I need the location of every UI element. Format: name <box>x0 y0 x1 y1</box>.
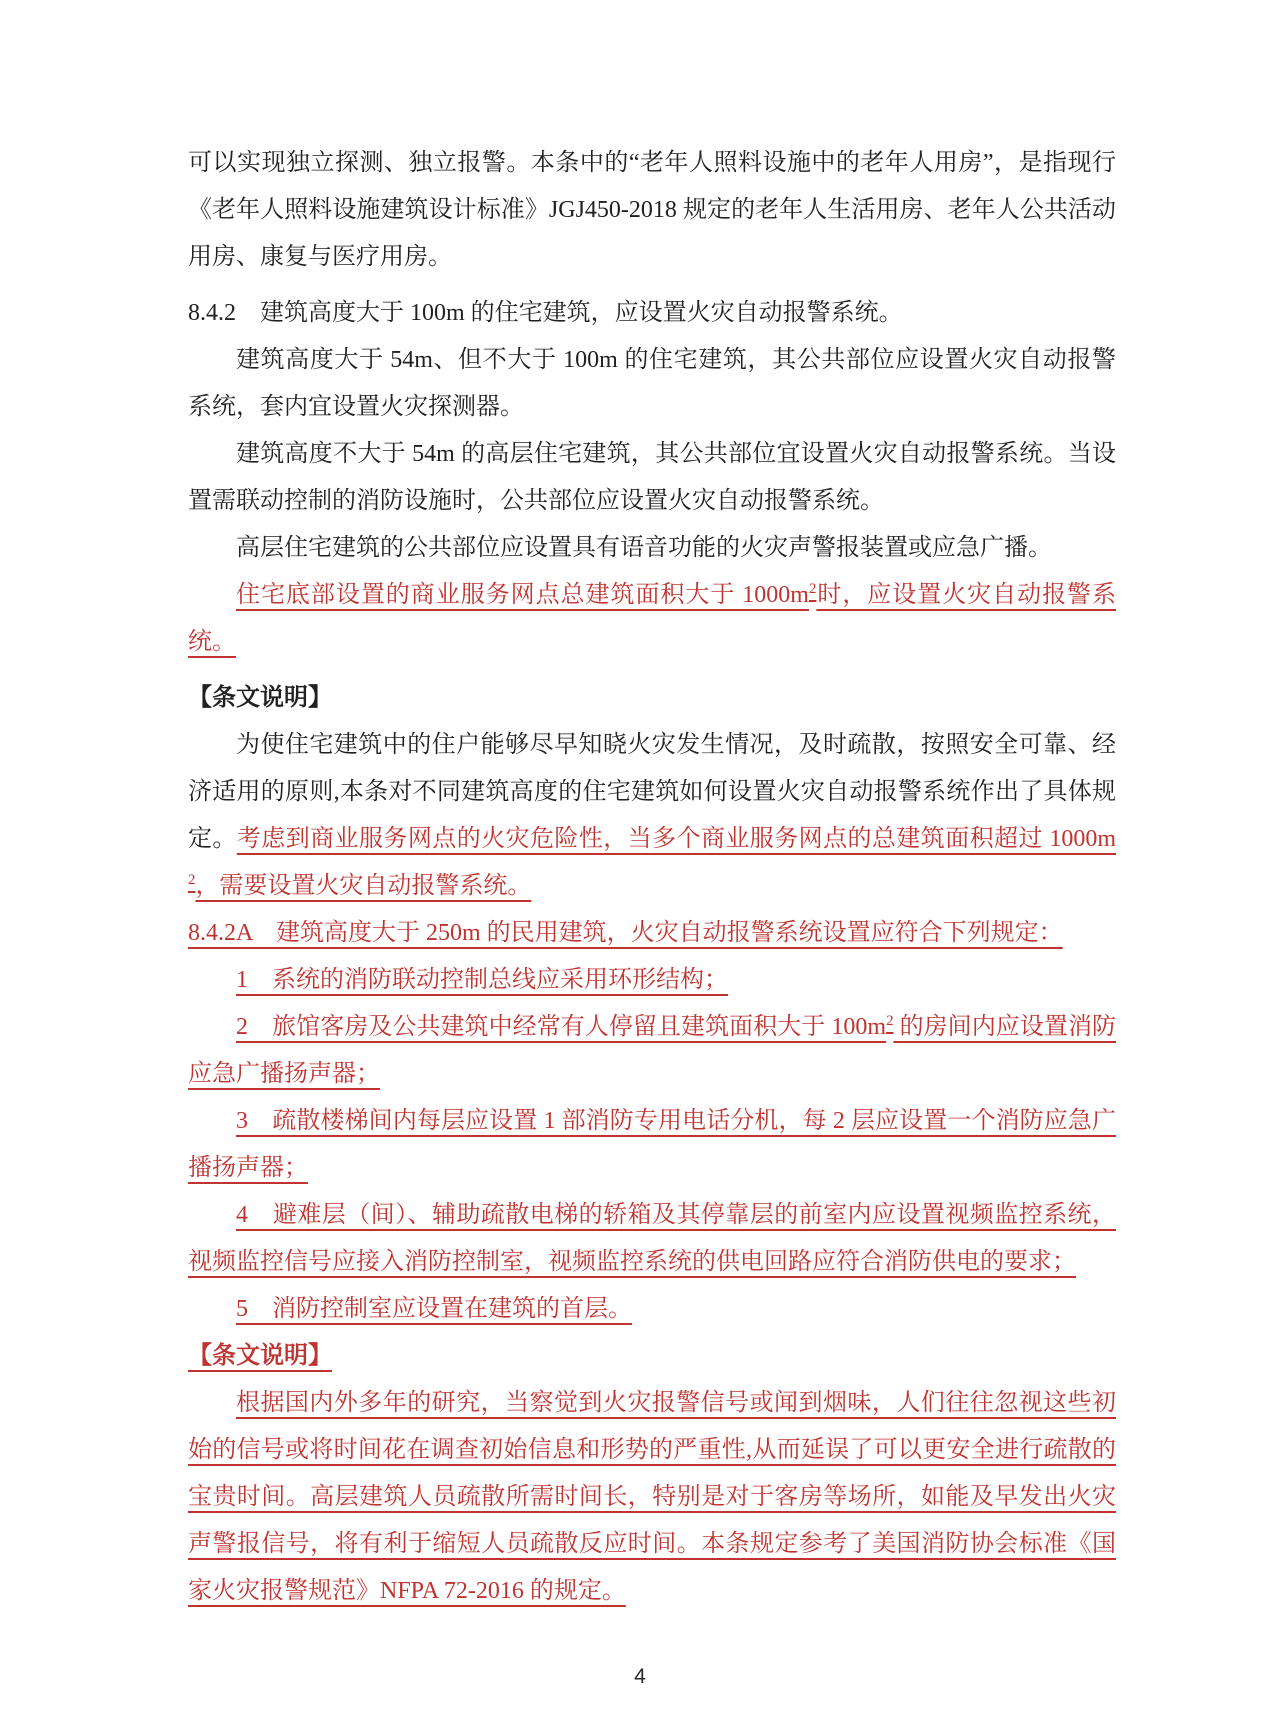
revision-text-run: 4 避难层（间）、辅助疏散电梯的轿箱及其停靠层的前室内应设置视频监控系统，视频监控信号应接入消防控制室，视频监控系统的供电回路应符合消防供电的要求； <box>188 1202 1116 1275</box>
para-revision-commercial-outlets <box>188 572 1116 666</box>
clause-8-4-2 <box>188 290 1116 337</box>
revision-text-run: 2 <box>188 872 196 888</box>
para-voice-alarm <box>188 525 1116 572</box>
list-item-1 <box>188 957 1116 1004</box>
para-height-under-54 <box>188 431 1116 525</box>
document-body <box>188 140 1116 1615</box>
clause-8-4-2A <box>188 910 1116 957</box>
heading-explanation-black <box>188 675 1116 722</box>
revision-text-run: 住宅底部设置的商业服务网点总建筑面积大于 1000m <box>236 582 809 608</box>
para-explanation-8-4-2 <box>188 722 1116 910</box>
text-run: 建筑高度大于 54m、但不大于 100m 的住宅建筑，其公共部位应设置火灾自动报警系统，套内宜设置火灾探测器。 <box>188 347 1116 420</box>
page-number: 4 <box>634 1665 646 1688</box>
revision-text-run: 2 <box>808 581 817 597</box>
list-item-5 <box>188 1286 1116 1333</box>
revision-text-run: 2 旅馆客房及公共建筑中经常有人停留且建筑面积大于 100m <box>236 1014 887 1040</box>
revision-text-run: 1 系统的消防联动控制总线应采用环形结构； <box>236 967 728 993</box>
revision-text-run: 根据国内外多年的研究，当察觉到火灾报警信号或闻到烟味，人们往往忽视这些初始的信号或将时间花在调查初始信息和形势的严重性,从而延误了可以更安全进行疏散的宝贵时间。高层建筑人员疏散所需时间长，特别是对于客房等场所，如能及早发出火灾声警报信号，将有利于缩短人员疏散反应时间。本条规定参考了美国消防协会标准《国家火灾报警规范》NFPA 72-2016 的规定。 <box>188 1390 1116 1604</box>
text-run: 8.4.2 建筑高度大于 100m 的住宅建筑，应设置火灾自动报警系统。 <box>188 300 903 326</box>
text-run: 建筑高度不大于 54m 的高层住宅建筑，其公共部位宜设置火灾自动报警系统。当设置需联动控制的消防设施时，公共部位应设置火灾自动报警系统。 <box>188 441 1116 514</box>
list-item-2 <box>188 1004 1116 1098</box>
para-explanation-8-4-2A <box>188 1380 1116 1615</box>
list-item-4 <box>188 1192 1116 1286</box>
para-continuation <box>188 140 1116 281</box>
text-run: 高层住宅建筑的公共部位应设置具有语音功能的火灾声警报装置或应急广播。 <box>236 535 1052 561</box>
revision-text-run: 2 <box>886 1013 894 1029</box>
heading-explanation-red <box>188 1333 1116 1380</box>
text-run: 可以实现独立探测、独立报警。本条中的“老年人照料设施中的老年人用房”，是指现行《老年人照料设施建筑设计标准》JGJ450-2018 规定的老年人生活用房、老年人公共活动用房、康复与医疗用房。 <box>188 150 1116 270</box>
revision-text-run: ，需要设置火灾自动报警系统。 <box>195 873 532 899</box>
revision-text-run: 8.4.2A 建筑高度大于 250m 的民用建筑，火灾自动报警系统设置应符合下列规定： <box>188 920 1063 946</box>
text-run: 为使住宅建筑中的住户能够尽早知晓火灾发生情况，及时疏散，按照安全可靠、经济适用的原则,本条对不同建筑高度的住宅建筑如何设置火灾自动报警系统作出了具体规定。 <box>188 732 1116 852</box>
revision-text-run: 考虑到商业服务网点的火灾危险性，当多个商业服务网点的总建筑面积超过 1000m <box>236 826 1117 852</box>
revision-text-run: 【条文说明】 <box>188 1343 332 1369</box>
list-item-3 <box>188 1098 1116 1192</box>
revision-text-run: 的房间内应设置消防应急广播扬声器； <box>188 1014 1117 1087</box>
page-footer <box>0 1665 1280 1689</box>
para-height-54-100 <box>188 337 1116 431</box>
revision-text-run: 时，应设置火灾自动报警系统。 <box>188 582 1117 655</box>
revision-text-run: 3 疏散楼梯间内每层应设置 1 部消防专用电话分机，每 2 层应设置一个消防应急广播扬声器； <box>188 1108 1116 1181</box>
revision-text-run: 5 消防控制室应设置在建筑的首层。 <box>236 1296 632 1322</box>
text-run: 【条文说明】 <box>188 685 332 711</box>
